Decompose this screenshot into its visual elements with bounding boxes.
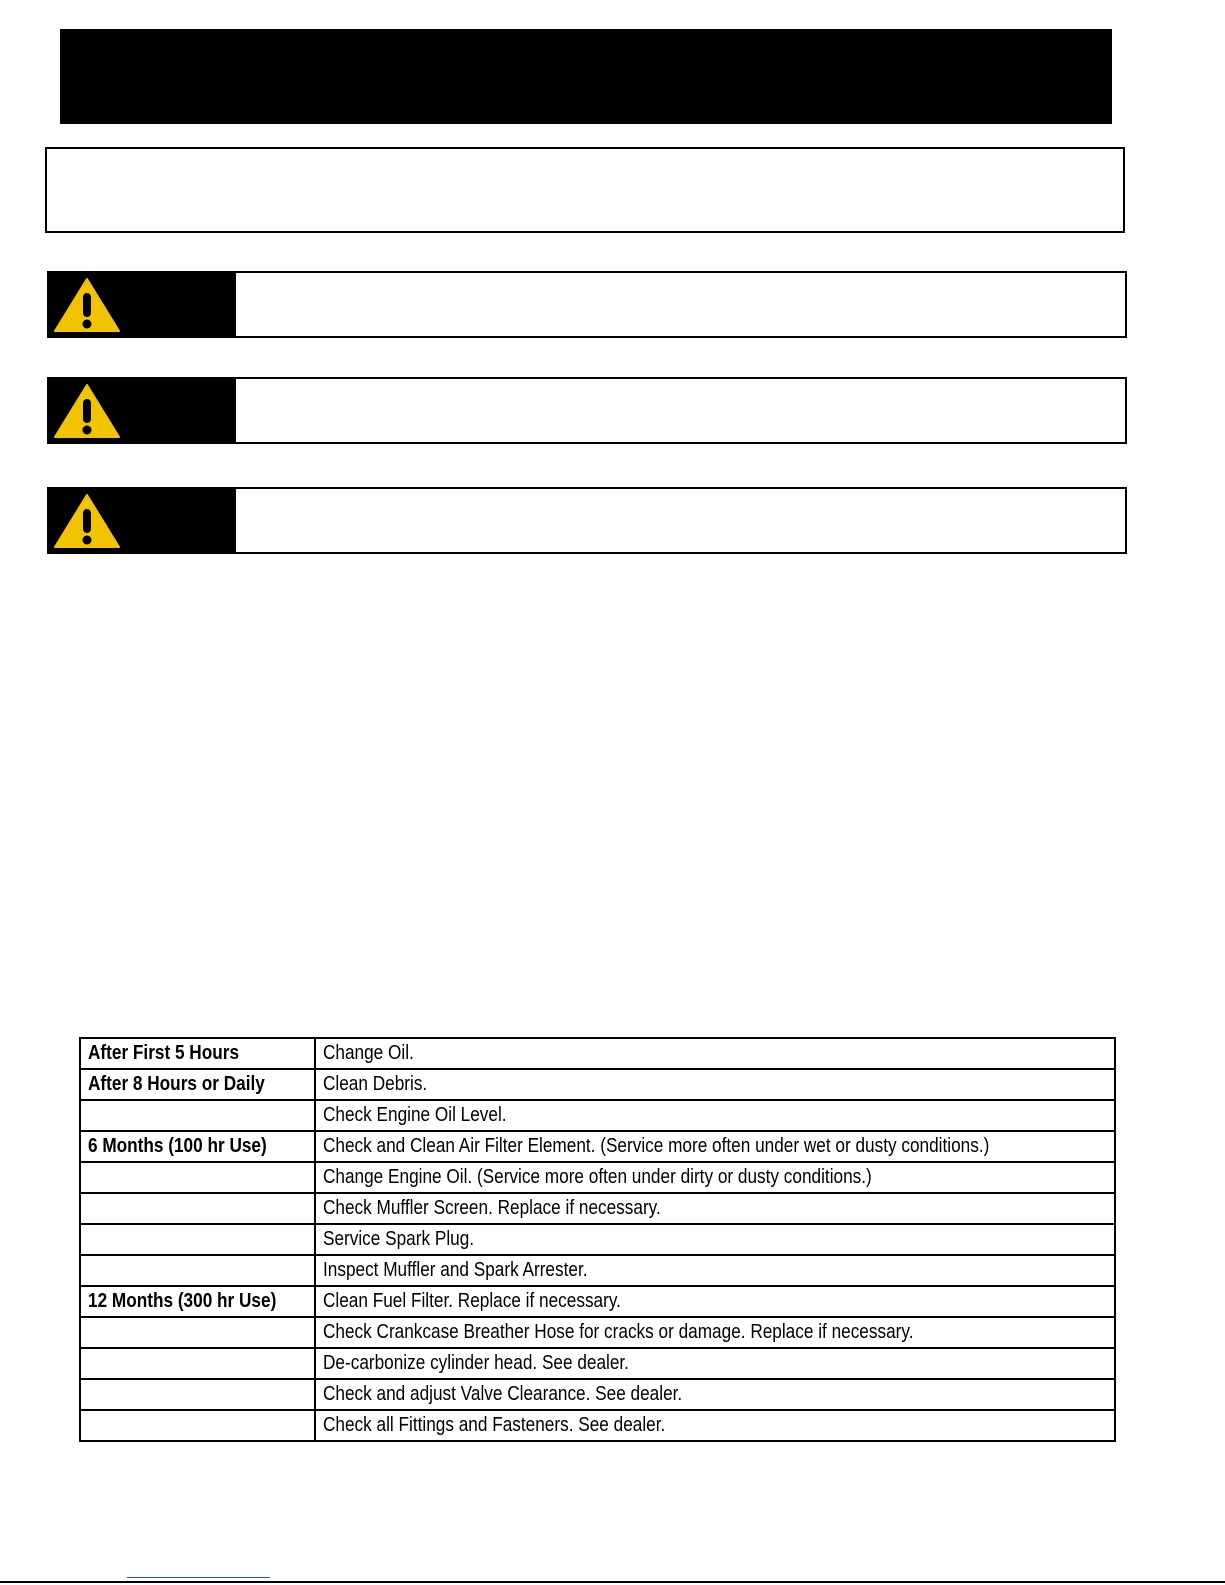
period-cell: After First 5 Hours	[80, 1038, 315, 1069]
table-row	[80, 1410, 1115, 1441]
task-cell: De-carbonize cylinder head. See dealer.	[315, 1348, 1115, 1379]
period-cell	[80, 1100, 315, 1131]
table-row	[80, 1286, 1115, 1317]
task-cell: Check and Clean Air Filter Element. (Service more often under wet or dusty conditions.)	[315, 1131, 1115, 1162]
task-cell: Check Crankcase Breather Hose for cracks or damage. Replace if necessary.	[315, 1317, 1115, 1348]
warning-triangle-icon	[53, 277, 121, 333]
task-cell: Clean Fuel Filter. Replace if necessary.	[315, 1286, 1115, 1317]
table-row	[80, 1100, 1115, 1131]
task-cell: Check Engine Oil Level.	[315, 1100, 1115, 1131]
period-cell	[80, 1410, 315, 1441]
period-cell: 6 Months (100 hr Use)	[80, 1131, 315, 1162]
warning-tag	[49, 379, 236, 442]
warning-body	[236, 273, 1125, 336]
warning-tag	[49, 273, 236, 336]
period-cell: 12 Months (300 hr Use)	[80, 1286, 315, 1317]
header-bar	[60, 29, 1112, 124]
period-cell	[80, 1348, 315, 1379]
table-row	[80, 1038, 1115, 1069]
warning-body	[236, 379, 1125, 442]
period-cell	[80, 1255, 315, 1286]
table-row	[80, 1162, 1115, 1193]
period-cell	[80, 1317, 315, 1348]
table-row	[80, 1193, 1115, 1224]
period-cell	[80, 1162, 315, 1193]
period-cell	[80, 1193, 315, 1224]
task-cell: Service Spark Plug.	[315, 1224, 1115, 1255]
footer-link-underline	[127, 1577, 270, 1578]
table-row	[80, 1348, 1115, 1379]
period-cell	[80, 1379, 315, 1410]
period-cell	[80, 1224, 315, 1255]
warning-box-3	[47, 487, 1127, 554]
intro-box	[45, 147, 1125, 233]
table-row	[80, 1224, 1115, 1255]
task-cell: Clean Debris.	[315, 1069, 1115, 1100]
warning-body	[236, 489, 1125, 552]
warning-box-2	[47, 377, 1127, 444]
table-row	[80, 1379, 1115, 1410]
warning-box-1	[47, 271, 1127, 338]
table-row	[80, 1131, 1115, 1162]
table-row	[80, 1255, 1115, 1286]
task-cell: Check Muffler Screen. Replace if necessary.	[315, 1193, 1115, 1224]
task-cell: Change Oil.	[315, 1038, 1115, 1069]
table-row	[80, 1069, 1115, 1100]
task-cell: Inspect Muffler and Spark Arrester.	[315, 1255, 1115, 1286]
table-row	[80, 1317, 1115, 1348]
warning-triangle-icon	[53, 493, 121, 549]
warning-tag	[49, 489, 236, 552]
period-cell: After 8 Hours or Daily	[80, 1069, 315, 1100]
bottom-rule	[0, 1581, 1225, 1583]
task-cell: Check all Fittings and Fasteners. See dealer.	[315, 1410, 1115, 1441]
task-cell: Check and adjust Valve Clearance. See dealer.	[315, 1379, 1115, 1410]
task-cell: Change Engine Oil. (Service more often under dirty or dusty conditions.)	[315, 1162, 1115, 1193]
maintenance-schedule-table	[79, 1037, 1116, 1442]
warning-triangle-icon	[53, 383, 121, 439]
